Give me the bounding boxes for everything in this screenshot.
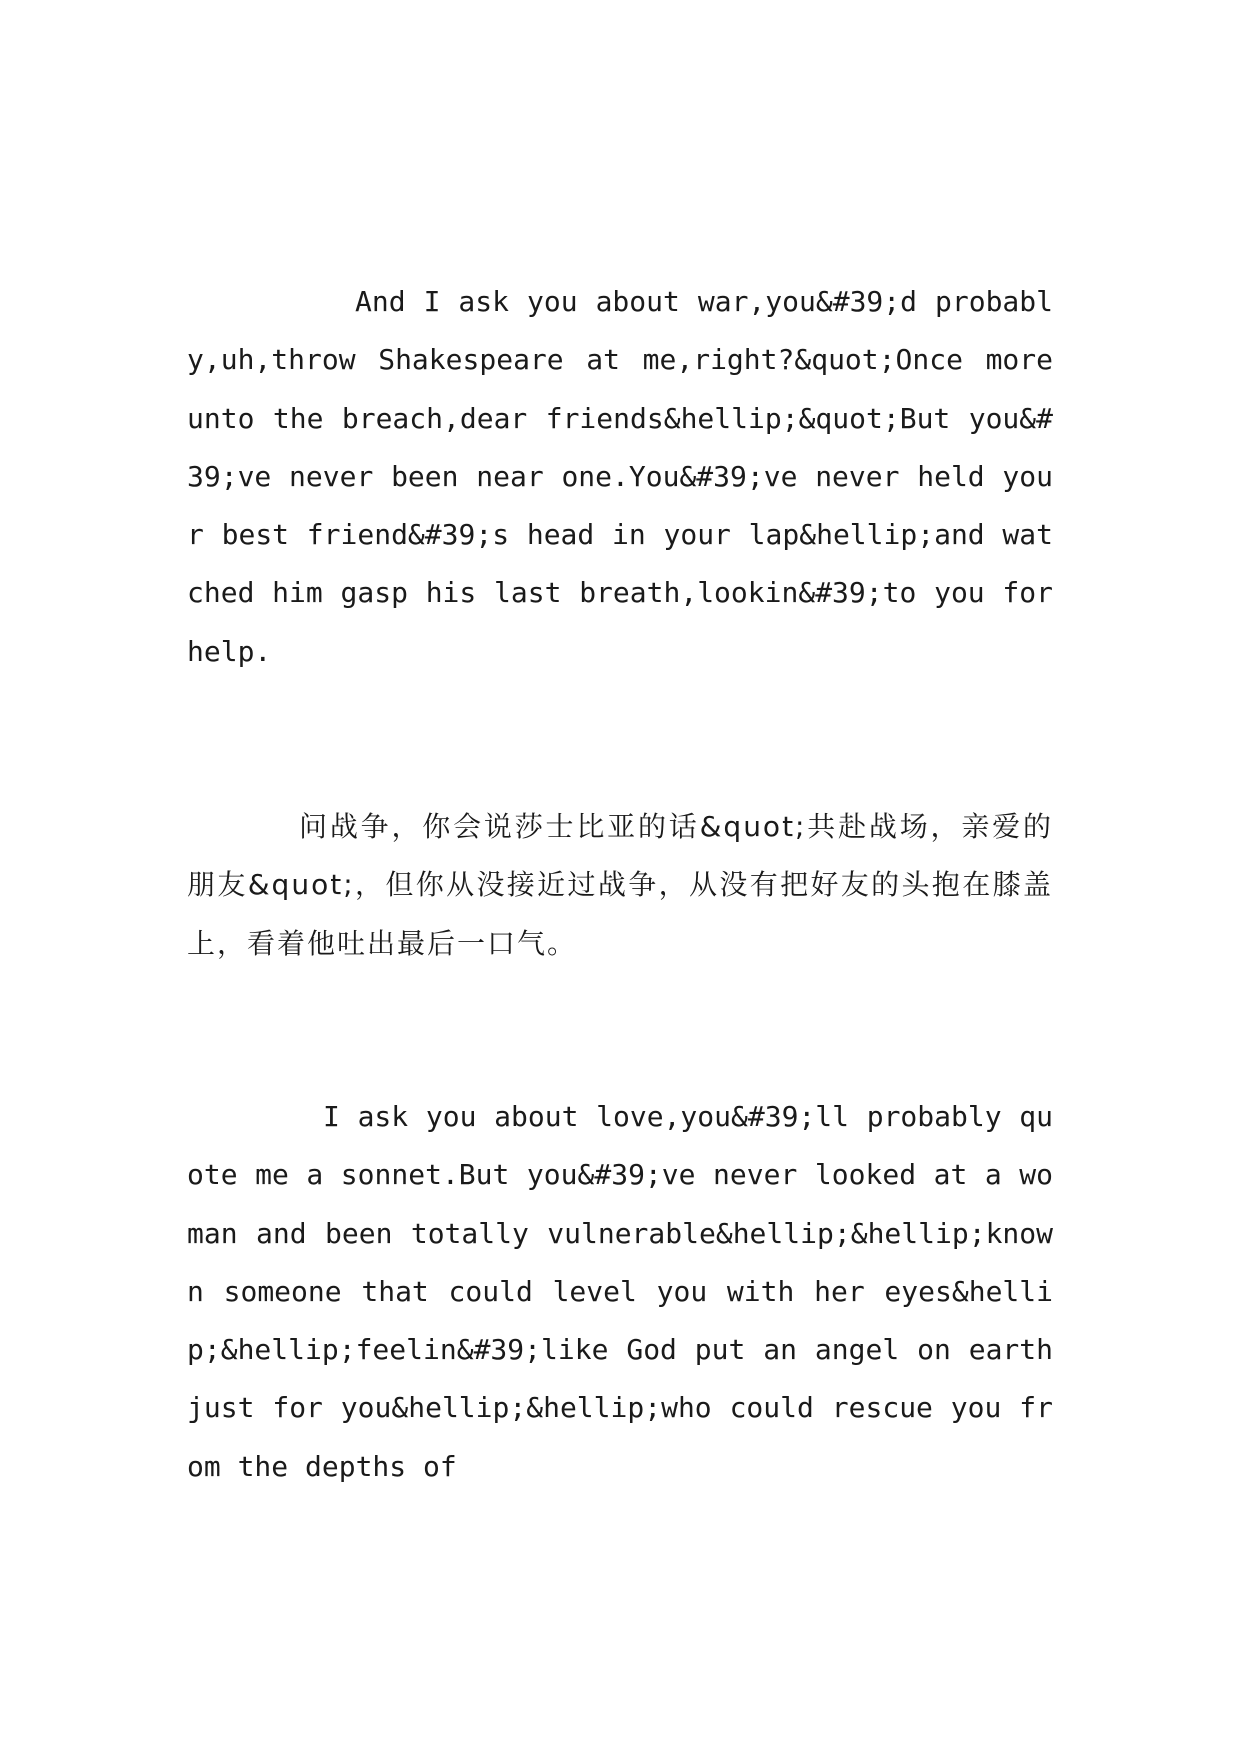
paragraph-chinese-war: 问战争，你会说莎士比亚的话&quot;共赴战场，亲爱的朋友&quot;，但你从没接近过战争，从没有把好友的头抱在膝盖上，看着他吐出最后一口气。 <box>187 810 1053 960</box>
paragraph-english-love: I ask you about love,you&#39;ll probably quote me a sonnet.But you&#39;ve never looked at a woman and been totally vulnerable&hellip;&hellip;known someone that could level you with her eyes&hellip;&hellip;feelin&#39;like God put an angel on earth just for you&hellip;&hellip;who could rescue you from the depths of <box>187 1100 1053 1483</box>
paragraph-english-war: And I ask you about war,you&#39;d probably,uh,throw Shakespeare at me,right?&quot;Once more unto the breach,dear friends&hellip;&quot;But you&#39;ve never been near one.You&#39;ve never held your best friend&#39;s head in your lap&hellip;and watched him gasp his last breath,lookin&#39;to you for help. <box>187 285 1053 668</box>
